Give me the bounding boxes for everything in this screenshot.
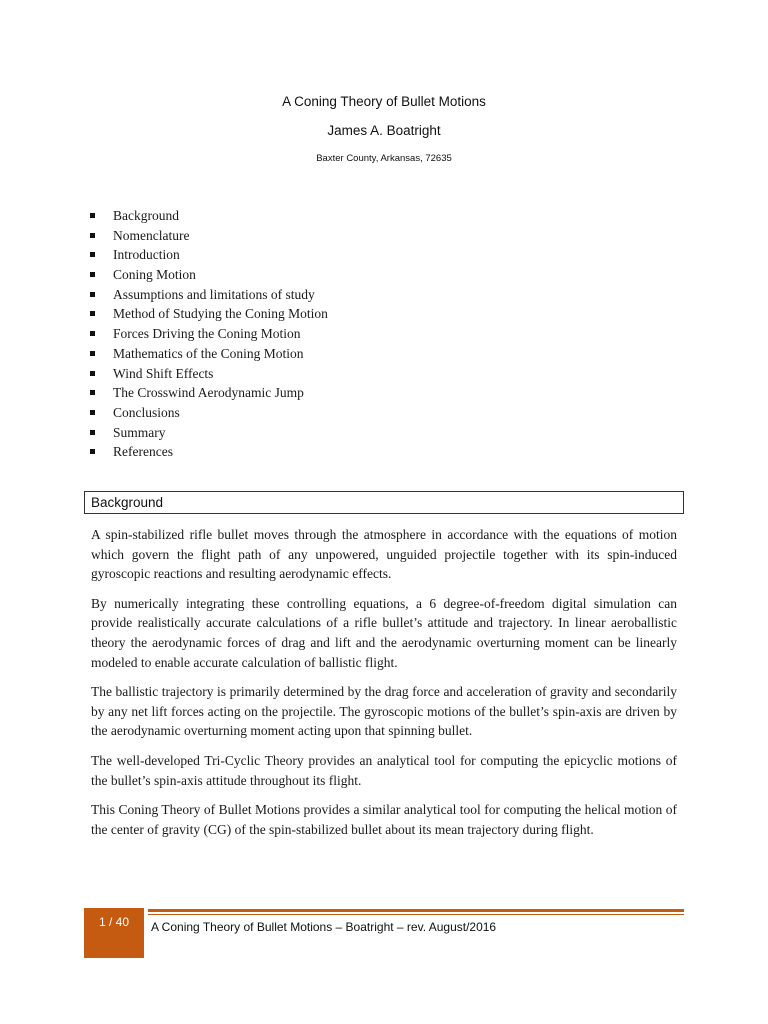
square-bullet-icon: [90, 371, 95, 376]
square-bullet-icon: [90, 449, 95, 454]
page-number: 1 / 40: [98, 915, 130, 929]
toc-item-crosswind-jump: [90, 383, 328, 403]
square-bullet-icon: [90, 351, 95, 356]
body-paragraph: The well-developed Tri-Cyclic Theory provides an analytical tool for computing the epicyclic motions of the bullet’s spin-axis attitude throughout its flight.: [91, 752, 677, 788]
toc-item-label: Assumptions and limitations of study: [113, 286, 315, 302]
section-heading: Background: [91, 495, 164, 510]
square-bullet-icon: [90, 331, 95, 336]
square-bullet-icon: [90, 390, 95, 395]
toc-item-label: The Crosswind Aerodynamic Jump: [113, 385, 304, 401]
square-bullet-icon: [90, 430, 95, 435]
square-bullet-icon: [90, 252, 95, 257]
toc-item-background: [90, 206, 328, 226]
toc-item-label: Background: [113, 208, 179, 223]
toc-item-label: Conclusions: [113, 404, 180, 420]
toc-item-label: Mathematics of the Coning Motion: [113, 345, 304, 361]
toc-item-label: Summary: [113, 424, 166, 440]
footer-rule: [148, 909, 684, 912]
author-affiliation: Baxter County, Arkansas, 72635: [316, 153, 452, 164]
body-paragraph: By numerically integrating these controlling equations, a 6 degree-of-freedom digital simulation can provide realistically accurate calculations of a rifle bullet’s attitude and trajectory. In linear aeroballistic theory the aerodynamic forces of drag and lift and the aerodynamic overturning moment can be linearly modeled to enable accurate calculation of ballistic flight.: [91, 595, 677, 670]
body-paragraph: The ballistic trajectory is primarily determined by the drag force and acceleration of gravity and secondarily by any net lift forces acting on the projectile. The gyroscopic motions of the bullet’s spin-axis are driven by the aerodynamic overturning moment acting upon that spinning bullet.: [91, 684, 677, 739]
toc-item-conclusions: [90, 403, 328, 423]
square-bullet-icon: [90, 292, 95, 297]
toc-item-nomenclature: [90, 226, 328, 246]
square-bullet-icon: [90, 311, 95, 316]
section-body: [91, 525, 677, 849]
section-heading-box: [84, 491, 684, 514]
body-paragraph: This Coning Theory of Bullet Motions provides a similar analytical tool for computing the helical motion of the center of gravity (CG) of the spin-stabilized bullet about its mean trajectory during flight.: [91, 802, 677, 837]
toc-item-introduction: [90, 245, 328, 265]
toc-item-mathematics: [90, 344, 328, 364]
toc-item-forces: [90, 324, 328, 344]
toc-item-label: Introduction: [113, 247, 180, 263]
toc-item-label: Method of Studying the Coning Motion: [113, 306, 328, 322]
body-paragraph: A spin-stabilized rifle bullet moves through the atmosphere in accordance with the equations of motion which govern the flight path of any unpowered, unguided projectile together with its spin-induced gyroscopic reactions and resulting aerodynamic effects.: [91, 527, 677, 582]
toc-item-label: Forces Driving the Coning Motion: [113, 326, 301, 342]
toc-item-summary: [90, 423, 328, 443]
footer-rule-thin: [148, 914, 684, 915]
toc-item-wind-shift: [90, 364, 328, 384]
table-of-contents: [90, 206, 328, 462]
author-name: James A. Boatright: [327, 123, 441, 138]
toc-item-assumptions: [90, 285, 328, 305]
square-bullet-icon: [90, 213, 95, 218]
square-bullet-icon: [90, 272, 95, 277]
footer-text: A Coning Theory of Bullet Motions – Boatright – rev. August/2016: [151, 920, 497, 934]
toc-item-label: Nomenclature: [113, 227, 190, 243]
square-bullet-icon: [90, 410, 95, 415]
toc-item-coning-motion: [90, 265, 328, 285]
toc-item-label: Wind Shift Effects: [113, 365, 214, 381]
toc-item-label: Coning Motion: [113, 267, 196, 283]
toc-item-label: References: [113, 444, 173, 460]
toc-item-method: [90, 304, 328, 324]
page-number-tab: [84, 908, 144, 958]
square-bullet-icon: [90, 233, 95, 238]
document-title: A Coning Theory of Bullet Motions: [282, 94, 486, 109]
toc-item-references: [90, 442, 328, 462]
